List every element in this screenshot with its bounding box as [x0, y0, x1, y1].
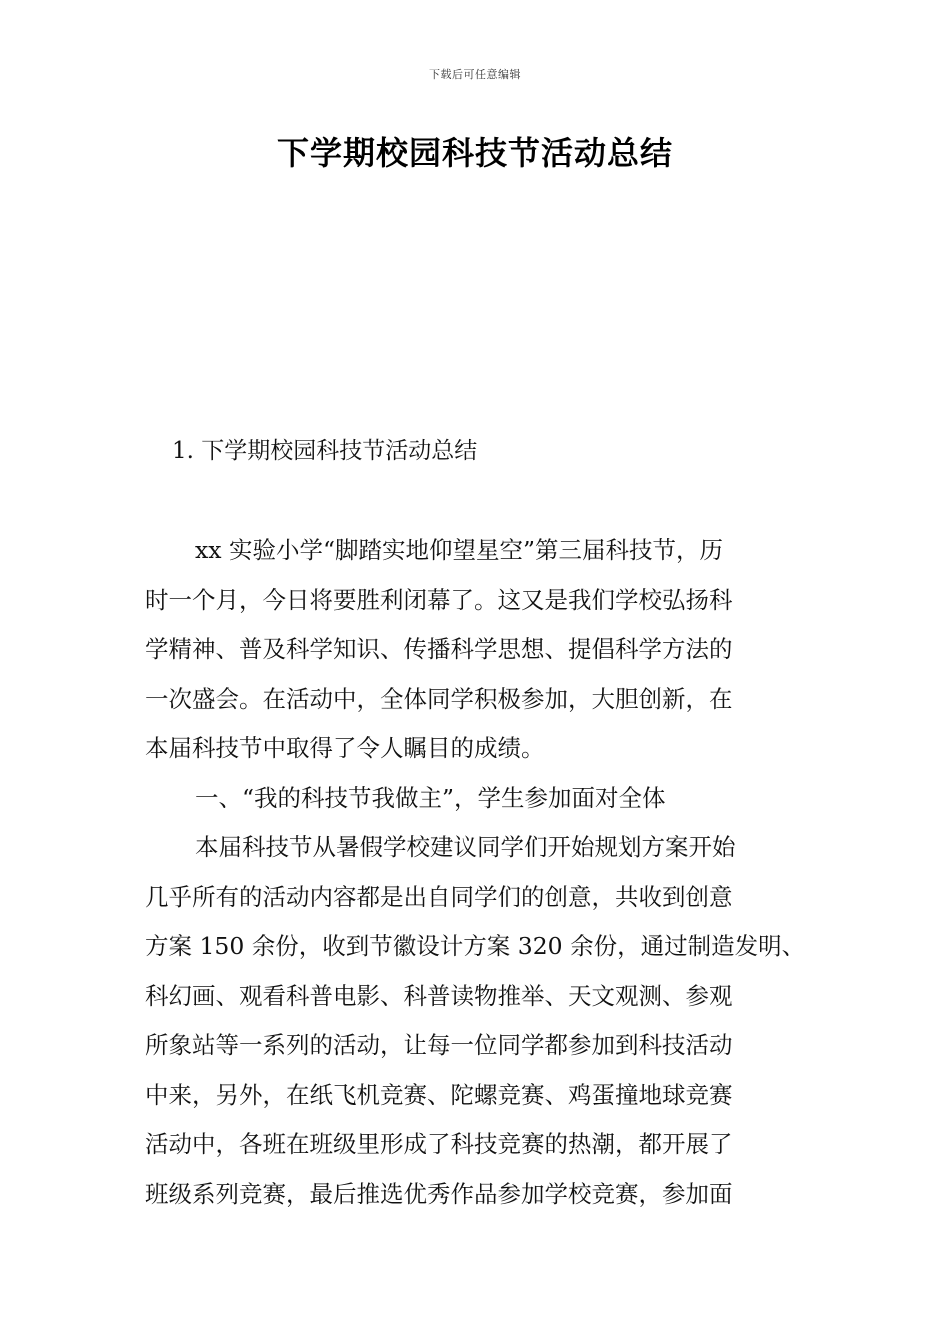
- paragraph-line: 科幻画、观看科普电影、科普读物推举、天文观测、参观: [145, 981, 733, 1010]
- paragraph-line: 本届科技节从暑假学校建议同学们开始规划方案开始: [195, 833, 736, 861]
- paragraph-line: 方案 150 余份，收到节徽设计方案 320 余份，通过制造发明、: [145, 932, 806, 960]
- body-text: [145, 526, 845, 1219]
- subsection-heading: 一、“我的科技节我做主”，学生参加面对全体: [195, 783, 666, 812]
- paragraph-line: 时一个月，今日将要胜利闭幕了。这又是我们学校弘扬科: [145, 585, 733, 614]
- paragraph-line: 一次盛会。在活动中，全体同学积极参加，大胆创新，在: [145, 684, 733, 713]
- paragraph-line: 本届科技节中取得了令人瞩目的成绩。: [145, 734, 545, 762]
- paragraph-line: 学精神、普及科学知识、传播科学思想、提倡科学方法的: [145, 635, 733, 663]
- paragraph-line: xx 实验小学“脚踏实地仰望星空”第三届科技节，历: [195, 536, 724, 564]
- paragraph-line: 活动中，各班在班级里形成了科技竞赛的热潮，都开展了: [145, 1130, 733, 1158]
- header-note: 下载后可任意编辑: [429, 68, 521, 81]
- paragraph-line: 所象站等一系列的活动，让每一位同学都参加到科技活动: [145, 1031, 733, 1059]
- paragraph-line: 中来，另外，在纸飞机竞赛、陀螺竞赛、鸡蛋撞地球竞赛: [145, 1080, 733, 1109]
- section-heading: 1. 下学期校园科技节活动总结: [172, 438, 478, 464]
- document-title: 下学期校园科技节活动总结: [276, 134, 673, 172]
- paragraph-line: 几乎所有的活动内容都是出自同学们的创意，共收到创意: [145, 882, 733, 911]
- paragraph-line: 班级系列竞赛，最后推选优秀作品参加学校竞赛，参加面: [145, 1179, 733, 1208]
